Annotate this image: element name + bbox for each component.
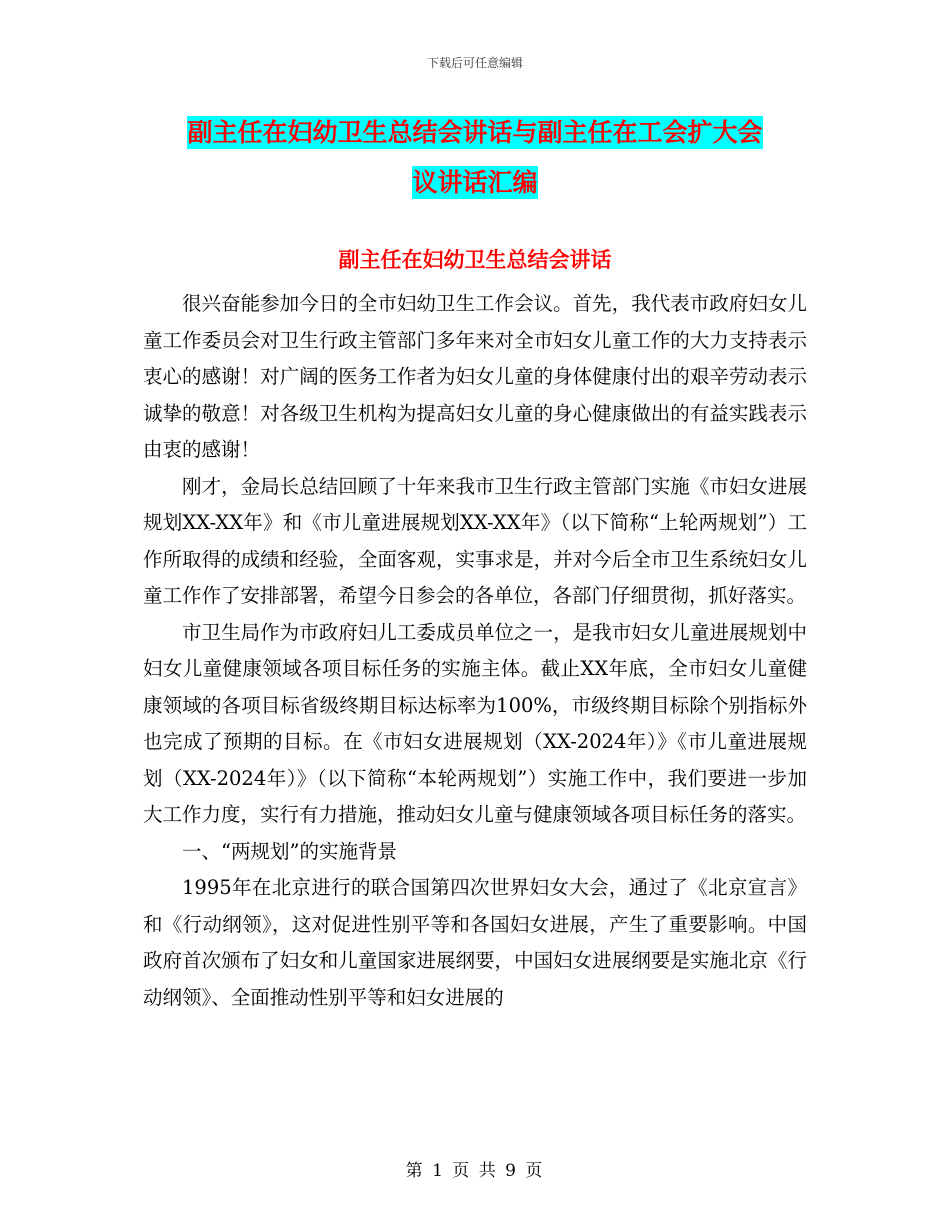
- section-title: 副主任在妇幼卫生总结会讲话: [338, 247, 612, 272]
- page-number: 第 1 页 共 9 页: [405, 1161, 545, 1181]
- header-note: 下载后可任意编辑: [426, 56, 523, 70]
- paragraph: 很兴奋能参加今日的全市妇幼卫生工作会议。首先，我代表市政府妇女儿童工作委员会对卫生行政主管部门多年来对全市妇女儿童工作的大力支持表示衷心的感谢！对广阔的医务工作者为妇女儿童的身体健康付出的艰辛劳动表示诚挚的敬意！对各级卫生机构为提高妇女儿童的身心健康做出的有益实践表示由衷的感谢！: [143, 292, 807, 461]
- paragraph: 市卫生局作为市政府妇儿工委成员单位之一，是我市妇女儿童进展规划中妇女儿童健康领域各项目标任务的实施主体。截止XX年底，全市妇女儿童健康领域的各项目标省级终期目标达标率为100%，市级终期目标除个别指标外也完成了预期的目标。在《市妇女进展规划（XX-2024年）》《市儿童进展规划（XX-2024年）》（以下简称“本轮两规划”）实施工作中，我们要进一步加大工作力度，实行有力措施，推动妇女儿童与健康领域各项目标任务的落实。: [143, 620, 807, 826]
- document-title: [140, 108, 810, 208]
- paragraph: 刚才，金局长总结回顾了十年来我市卫生行政主管部门实施《市妇女进展规划XX-XX年》和《市儿童进展规划XX-XX年》（以下简称“上轮两规划”）工作所取得的成绩和经验，全面客观，实事求是，并对今后全市卫生系统妇女儿童工作作了安排部署，希望今日参会的各单位，各部门仔细贯彻，抓好落实。: [143, 474, 807, 607]
- paragraph-heading: 一、“两规划”的实施背景: [182, 839, 397, 863]
- document-title-line-2: 议讲话汇编: [412, 168, 538, 197]
- document-title-line-1: 副主任在妇幼卫生总结会讲话与副主任在工会扩大会: [187, 118, 763, 147]
- body-text: [143, 286, 807, 1016]
- paragraph: 1995年在北京进行的联合国第四次世界妇女大会，通过了《北京宣言》和《行动纲领》，这对促进性别平等和各国妇女进展，产生了重要影响。中国政府首次颁布了妇女和儿童国家进展纲要，中国妇女进展纲要是实施北京《行动纲领》、全面推动性别平等和妇女进展的: [143, 876, 807, 1009]
